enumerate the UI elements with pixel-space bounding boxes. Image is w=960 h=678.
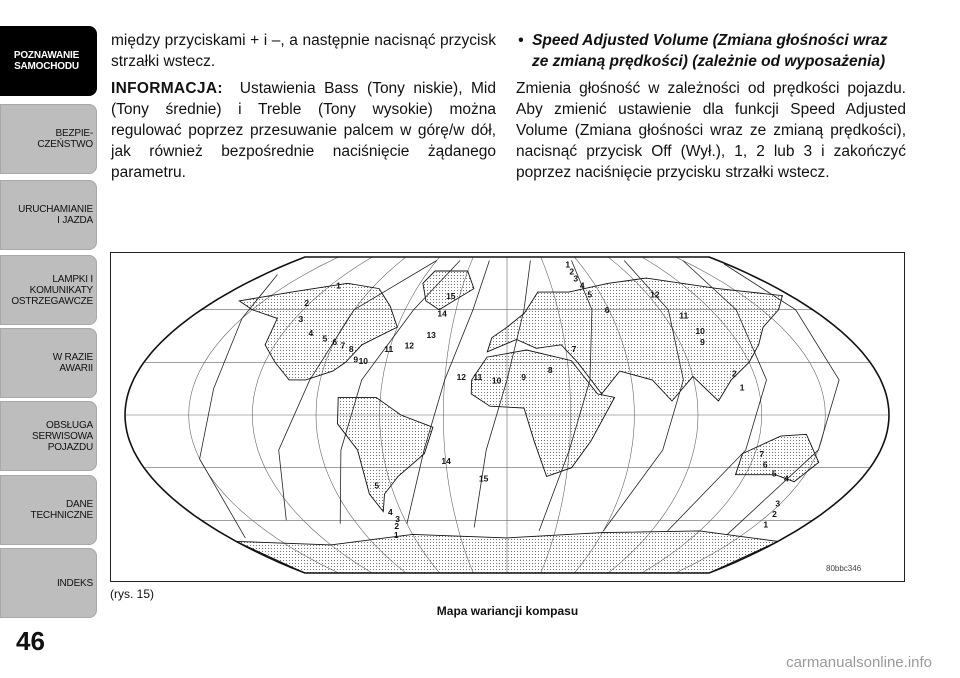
map-content [125,257,889,573]
zone-number-label: 12 [456,371,467,382]
zone-number-label: 10 [695,326,705,337]
zone-number-label: 14 [437,308,447,319]
zone-number-label: 12 [650,289,660,300]
zone-number-label: 5 [587,289,593,300]
note-label: INFORMACJA: [111,80,223,97]
tab-label: BEZPIE- CZEŃSTWO [37,128,93,150]
tab-bezpieczenstwo[interactable] [0,104,97,174]
zone-number-label: 1 [393,529,399,540]
zone-number-label: 4 [308,328,314,338]
zone-number-label: 3 [775,498,781,509]
chapter-sidebar [0,0,98,678]
figure-reference: (rys. 15) [110,587,155,601]
tab-label: URUCHAMIANIE I JAZDA [18,204,93,226]
zone-number-label: 8 [348,343,354,354]
zone-number-label: 2 [394,521,400,532]
zone-number-label: 2 [569,266,575,277]
zone-number-label: 8 [547,364,553,375]
note-paragraph [111,78,496,183]
tab-label: W RAZIE AWARII [52,352,93,374]
tab-label: DANE TECHNICZNE [30,499,93,521]
zone-number-label: 3 [573,273,579,284]
zone-number-label: 7 [571,343,577,354]
world-map-illustration [111,253,904,581]
zone-number-label: 11 [473,371,483,382]
page-number: 46 [16,626,45,656]
tab-w-razie-awarii[interactable] [0,328,97,398]
zone-number-label: 6 [604,305,610,316]
zone-number-label: 4 [388,507,393,518]
zone-number-label: 13 [426,329,436,340]
tab-dane-techniczne[interactable] [0,475,97,545]
watermark-text: carmanualsonline.info [786,654,932,671]
bullet-heading [516,30,906,72]
figure-caption: Mapa wariancji kompasu [436,604,579,618]
zone-number-label: 5 [374,480,380,491]
zone-number-label: 10 [358,356,369,367]
zone-number-label: 11 [679,310,689,321]
zone-number-label: 9 [353,354,359,365]
zone-number-label: 1 [739,382,745,393]
paragraph: Zmienia głośność w zależności od prędkości pojazdu. Aby zmienić ustawienie dla funkcji Speed Adjusted Volume (Zmiana głośności wraz ze zmianą prędkości), nacisnąć przycisk Off (Wył.), 1, 2 lub 3 i zakończyć poprzez naciśnięcie przycisku strzałki wstecz. [516,80,906,181]
tab-poznawanie-samochodu[interactable] [0,26,97,96]
tab-label: LAMPKI I KOMUNIKATY OSTRZEGAWCZE [11,273,93,307]
zone-number-label: 3 [395,514,400,525]
zone-number-label: 10 [491,375,502,386]
bullet-symbol: • [518,32,524,49]
tab-obsluga-serwisowa[interactable] [0,401,97,471]
zone-number-label: 2 [772,508,777,519]
zone-number-label: 5 [322,333,328,344]
tab-label: INDEKS [56,577,93,589]
zone-number-label: 1 [763,519,769,530]
zone-number-label: 15 [446,291,456,302]
left-text-column [111,30,496,189]
zone-number-label: 4 [579,280,585,291]
tab-label: POZNAWANIE SAMOCHODU [13,50,80,72]
compass-variance-map-figure [110,252,905,582]
right-text-column [516,30,906,189]
bullet-heading-text: Speed Adjusted Volume (Zmiana głośności wraz ze zmianą prędkości) (zależnie od wyposażenia) [532,32,888,70]
zone-number-label: 12 [404,340,415,351]
zone-number-label: 11 [384,343,394,354]
zone-number-label: 9 [521,371,526,382]
note-text: Ustawienia Bass (Tony niskie), Mid (Tony średnie) i Treble (Tony wysokie) można regulować poprzez przesuwanie palcem w górę/w dół, jak również bezpośrednie naciśnięcie żądanego parametru. [111,80,496,181]
tab-label: OBSŁUGA SERWISOWA POJAZDU [32,419,93,453]
zone-number-label: 14 [441,456,451,467]
zone-number-label: 2 [304,298,310,309]
zone-number-label: 1 [565,259,571,270]
zone-number-label: 15 [478,473,489,484]
zone-number-label: 2 [731,368,737,379]
zone-number-label: 7 [340,340,346,351]
paragraph: między przyciskami + i –, a następnie nacisnąć przycisk strzałki wstecz. [111,32,496,70]
tab-uruchamianie-i-jazda[interactable] [0,180,97,250]
zone-number-label: 6 [332,336,338,347]
zone-number-label: 3 [298,314,304,324]
zone-number-label: 9 [700,336,705,347]
zone-number-label: 6 [762,459,768,470]
zone-number-label: 5 [771,468,777,479]
zone-number-label: 4 [784,473,789,484]
figure-code: 80bbc346 [826,564,862,573]
zone-number-label: 1 [336,280,341,291]
tab-lampki-i-komunikaty[interactable] [0,255,97,325]
zone-number-label: 7 [759,449,765,460]
